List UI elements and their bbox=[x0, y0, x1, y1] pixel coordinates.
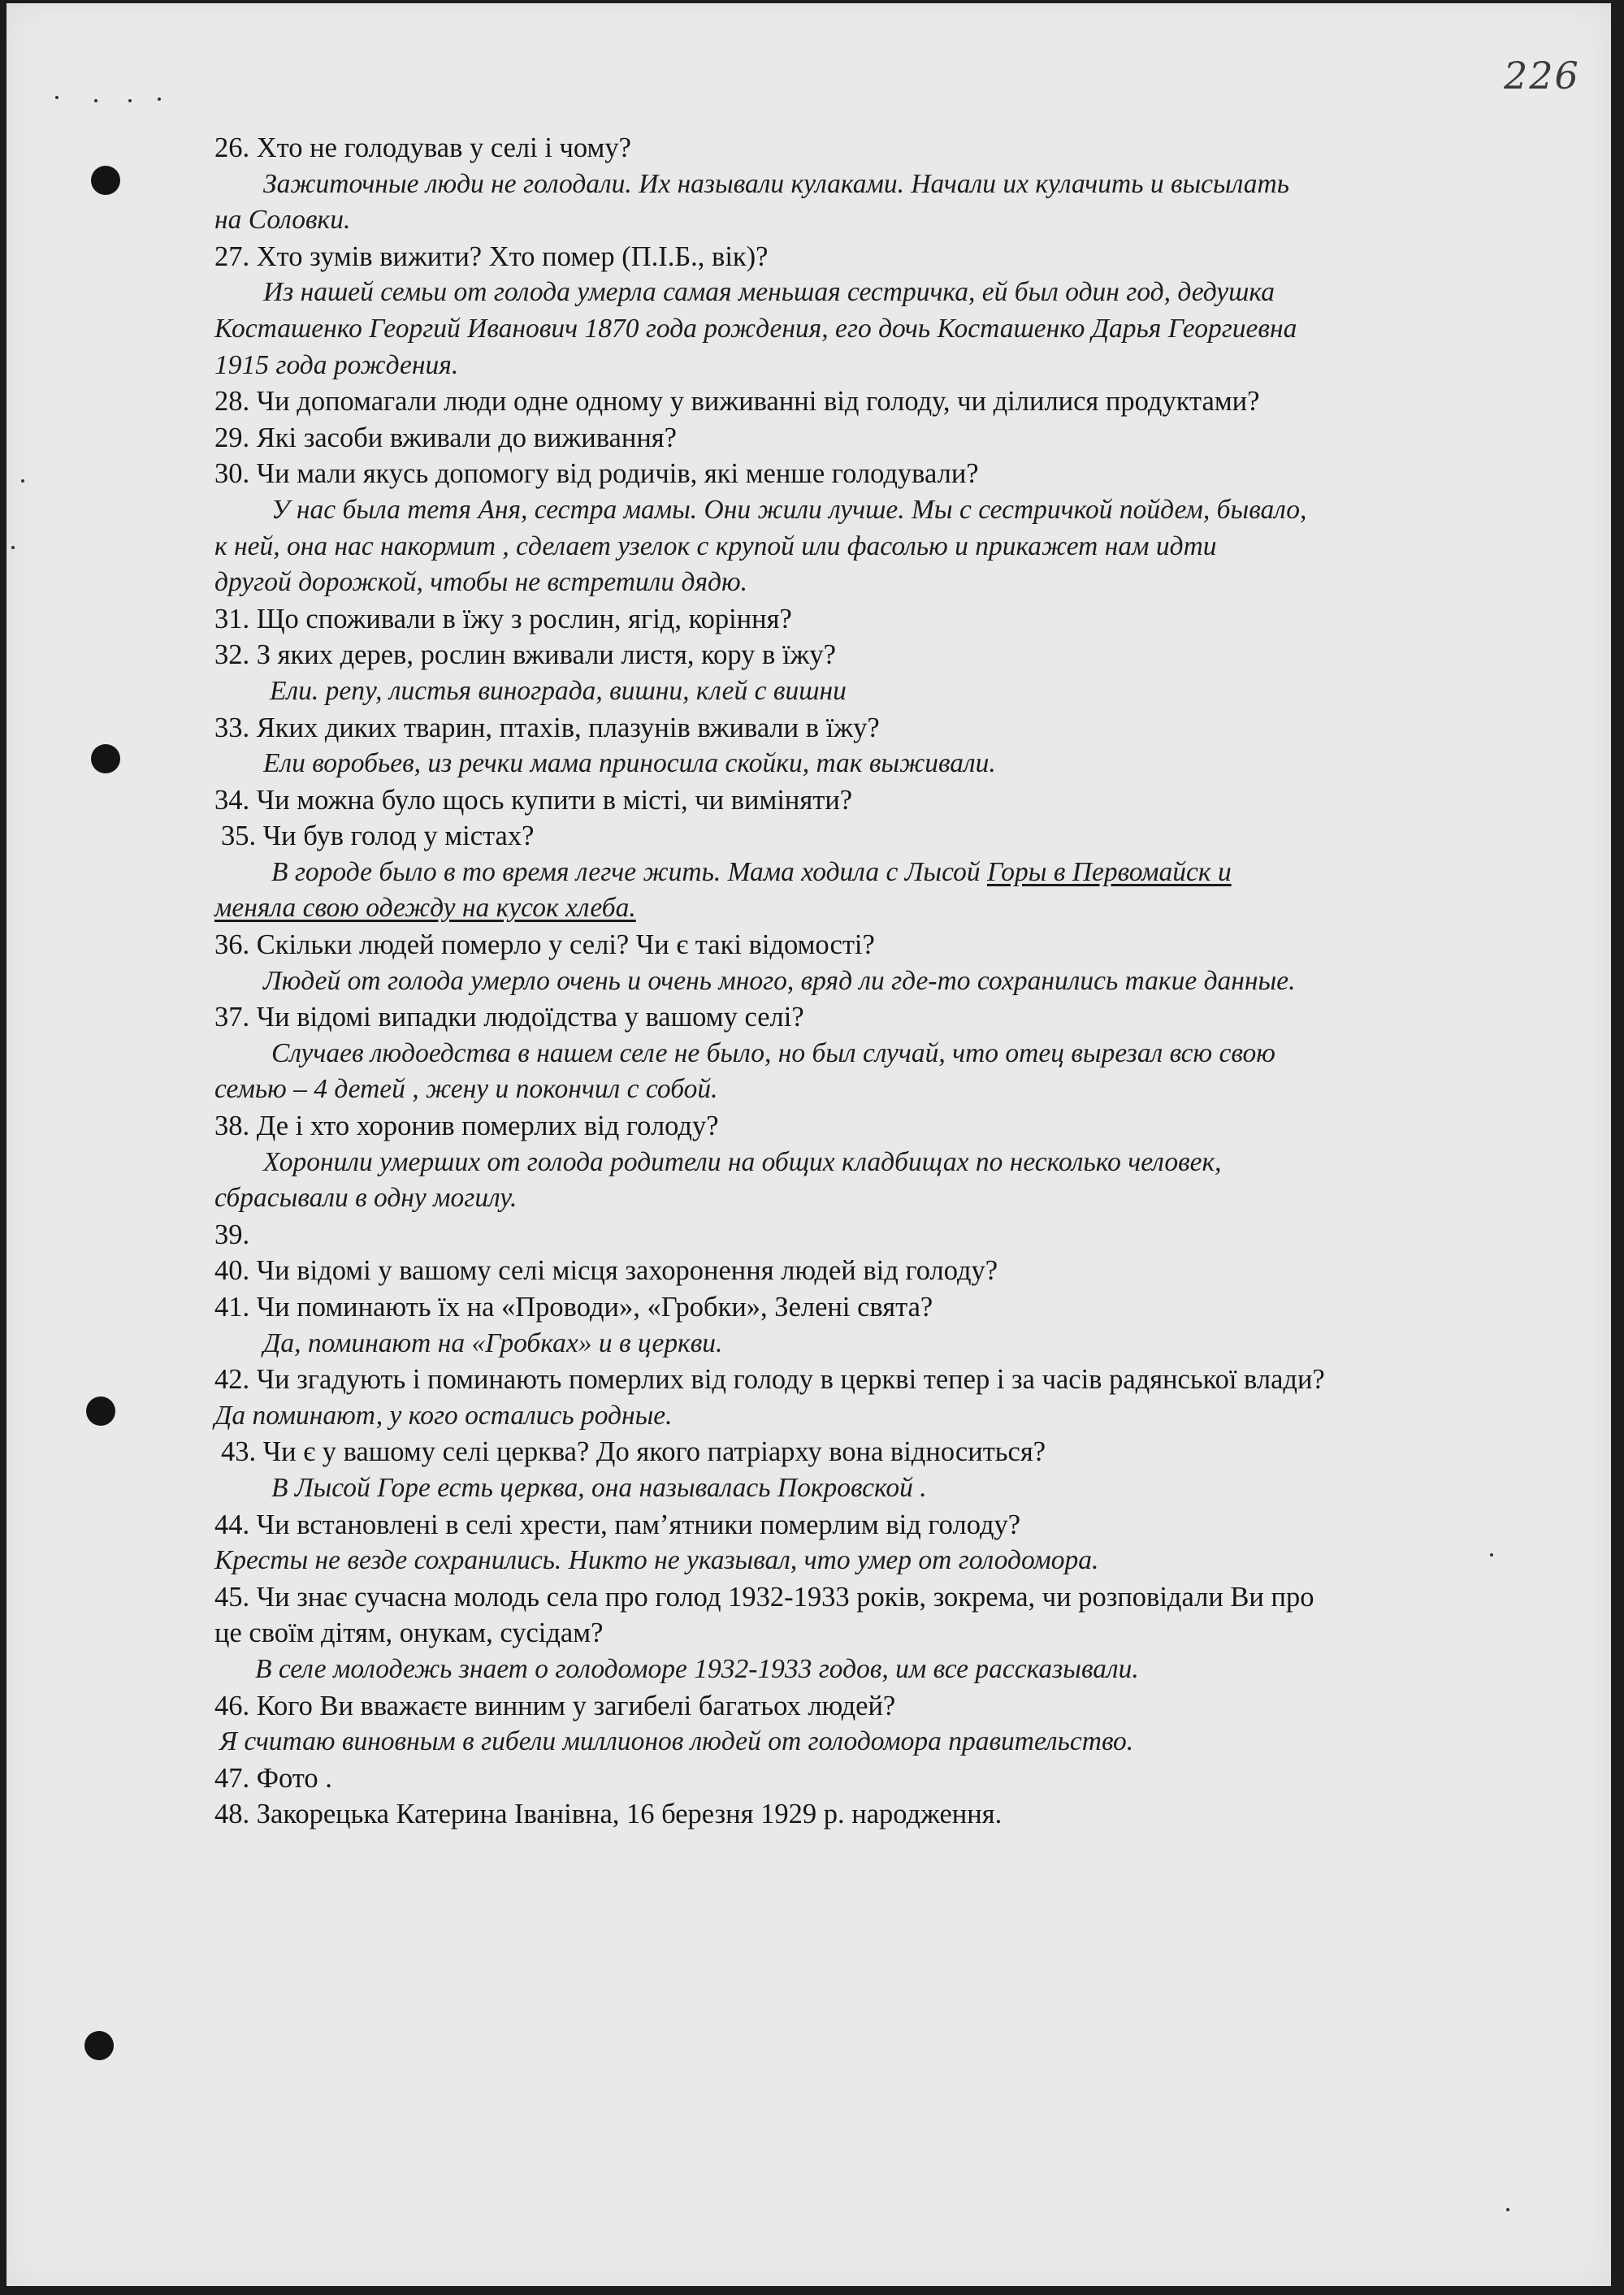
question-line bbox=[214, 782, 1522, 819]
question-line bbox=[214, 239, 1522, 275]
answer-line bbox=[214, 1398, 1522, 1435]
speck bbox=[128, 99, 132, 102]
line-text: 1915 года рождения. bbox=[214, 349, 459, 380]
line-text: 46. Кого Ви вважаєте винним у загибелі багатьох людей? bbox=[214, 1690, 896, 1721]
line-text: 31. Що споживали в їжу з рослин, ягід, коріння? bbox=[214, 603, 792, 634]
line-text: 35. Чи був голод у містах? bbox=[221, 821, 535, 852]
question-line bbox=[214, 601, 1522, 638]
answer-line bbox=[214, 167, 1522, 203]
answer-line bbox=[214, 275, 1522, 311]
line-text: 48. Закорецька Катерина Іванівна, 16 березня 1929 р. народження. bbox=[214, 1799, 1003, 1830]
question-line bbox=[214, 1217, 1522, 1254]
speck bbox=[94, 99, 97, 102]
line-text: 32. З яких дерев, рослин вживали листя, кору в їжу? bbox=[214, 639, 836, 671]
questionnaire-text bbox=[214, 130, 1522, 1833]
punch-hole bbox=[91, 744, 120, 773]
line-text: 37. Чи відомі випадки людоїдства у вашому селі? bbox=[214, 1002, 804, 1033]
answer-line bbox=[214, 890, 1522, 927]
speck bbox=[158, 97, 161, 101]
line-text: В селе молодежь знает о голодоморе 1932-1933 годов, им все рассказывали. bbox=[255, 1653, 1139, 1684]
line-text: 36. Скільки людей померло у селі? Чи є такі відомості? bbox=[214, 929, 875, 961]
answer-line bbox=[214, 963, 1522, 1000]
speck bbox=[21, 479, 24, 483]
answer-line bbox=[214, 311, 1522, 348]
question-line bbox=[214, 383, 1522, 420]
question-line bbox=[214, 1362, 1522, 1398]
speck bbox=[11, 546, 15, 549]
answer-line bbox=[214, 673, 1522, 710]
answer-line bbox=[214, 348, 1522, 384]
question-line bbox=[214, 1253, 1522, 1289]
line-text: Косташенко Георгий Иванович 1870 года рождения, его дочь Косташенко Дарья Георгиевна bbox=[214, 313, 1297, 344]
line-text: Зажиточные люди не голодали. Их называли кулаками. Начали их кулачить и высылать bbox=[263, 168, 1289, 199]
question-line bbox=[214, 1615, 1522, 1652]
question-line bbox=[214, 1507, 1522, 1544]
question-line bbox=[214, 1579, 1522, 1616]
line-text: Людей от голода умерло очень и очень много, вряд ли где-то сохранились такие данные. bbox=[263, 965, 1296, 996]
answer-line bbox=[214, 1724, 1522, 1760]
line-text: 44. Чи встановлені в селі хрести, пам’ятники померлим від голоду? bbox=[214, 1509, 1021, 1540]
line-text: Хоронили умерших от голода родители на общих кладбищах по несколько человек, bbox=[263, 1146, 1222, 1177]
line-text: 45. Чи знає сучасна молодь села про голод 1932-1933 років, зокрема, чи розповідали Ви про bbox=[214, 1581, 1314, 1613]
answer-line bbox=[214, 1652, 1522, 1688]
line-text: 33. Яких диких тварин, птахів, плазунів вживали в їжу? bbox=[214, 712, 880, 743]
line-text: Из нашей семьи от голода умерла самая меньшая сестричка, ей был один год, дедушка bbox=[263, 277, 1275, 308]
line-text: 42. Чи згадують і поминають померлих від голоду в церкві тепер і за часів радянської влади? bbox=[214, 1364, 1325, 1396]
speck bbox=[55, 96, 58, 99]
line-text: Ели воробьев, из речки мама приносила скойки, так выживали. bbox=[263, 748, 996, 779]
line-text: на Соловки. bbox=[214, 205, 351, 236]
line-text: Ели. репу, листья винограда, вишни, клей с вишни bbox=[270, 675, 847, 706]
answer-line bbox=[214, 202, 1522, 239]
punch-hole bbox=[84, 2031, 114, 2060]
answer-line bbox=[214, 529, 1522, 565]
answer-line bbox=[214, 746, 1522, 782]
line-text: 43. Чи є у вашому селі церква? До якого патріарху вона відноситься? bbox=[221, 1436, 1046, 1468]
question-line bbox=[214, 456, 1522, 492]
line-text: 26. Хто не голодував у селі і чому? bbox=[214, 132, 631, 163]
punch-hole bbox=[86, 1396, 115, 1426]
line-text: Да поминают, у кого остались родные. bbox=[214, 1400, 673, 1431]
line-text: к ней, она нас накормит , сделает узелок с крупой или фасолью и прикажет нам идти bbox=[214, 530, 1217, 561]
answer-line bbox=[214, 1543, 1522, 1579]
line-text: це своїм дітям, онукам, сусідам? bbox=[214, 1617, 604, 1649]
line-text: Кресты не везде сохранились. Никто не указывал, что умер от голодомора. bbox=[214, 1545, 1099, 1576]
answer-line bbox=[214, 492, 1522, 529]
question-line bbox=[214, 927, 1522, 963]
question-line bbox=[214, 1760, 1522, 1797]
document-page bbox=[6, 3, 1611, 2286]
answer-line bbox=[214, 1145, 1522, 1181]
question-line bbox=[214, 420, 1522, 457]
line-text: В Лысой Горе есть церква, она называлась Покровской . bbox=[271, 1472, 927, 1503]
question-line bbox=[214, 130, 1522, 167]
line-text: 29. Які засоби вживали до виживання? bbox=[214, 422, 677, 453]
line-text: 47. Фото . bbox=[214, 1762, 332, 1794]
line-text: Да, поминают на «Гробках» и в церкви. bbox=[263, 1327, 723, 1358]
question-line bbox=[214, 637, 1522, 673]
line-text: 28. Чи допомагали люди одне одному у виживанні від голоду, чи ділилися продуктами? bbox=[214, 386, 1260, 418]
line-text: 39. bbox=[214, 1219, 250, 1250]
line-text: другой дорожкой, чтобы не встретили дядю. bbox=[214, 567, 747, 598]
line-text: 34. Чи можна було щось купити в місті, чи виміняти? bbox=[214, 784, 853, 816]
line-text: Случаев людоедства в нашем селе не было, но был случай, что отец вырезал всю свою bbox=[271, 1037, 1275, 1068]
speck bbox=[1506, 2208, 1509, 2211]
question-line bbox=[214, 710, 1522, 747]
answer-line bbox=[214, 1180, 1522, 1217]
line-text: 40. Чи відомі у вашому селі місця захоронення людей від голоду? bbox=[214, 1255, 998, 1287]
question-line bbox=[214, 1289, 1522, 1326]
answer-line bbox=[214, 1072, 1522, 1108]
line-text: В городе было в то время легче жить. Мама ходила с Лысой bbox=[271, 856, 987, 887]
answer-line bbox=[214, 1470, 1522, 1507]
punch-hole bbox=[91, 166, 120, 195]
underlined-text: Горы в Первомайск и bbox=[986, 856, 1232, 887]
line-text: Я считаю виновным в гибели миллионов людей от голодомора правительство. bbox=[219, 1726, 1134, 1757]
question-line bbox=[214, 1688, 1522, 1725]
page-number: 226 bbox=[1504, 54, 1580, 97]
underlined-text: меняла свою одежду на кусок хлеба. bbox=[214, 893, 636, 924]
question-line bbox=[214, 1108, 1522, 1145]
answer-line bbox=[214, 565, 1522, 601]
question-line bbox=[214, 999, 1522, 1036]
line-text: 38. Де і хто хоронив померлих від голоду? bbox=[214, 1111, 719, 1142]
question-line bbox=[214, 1434, 1522, 1470]
question-line bbox=[214, 1796, 1522, 1833]
line-text: 41. Чи поминають їх на «Проводи», «Гробки», Зелені свята? bbox=[214, 1292, 933, 1323]
answer-line bbox=[214, 1326, 1522, 1362]
answer-line bbox=[214, 855, 1522, 891]
question-line bbox=[214, 818, 1522, 855]
line-text: семью – 4 детей , жену и покончил с собой. bbox=[214, 1074, 718, 1105]
line-text: У нас была тетя Аня, сестра мамы. Они жили лучше. Мы с сестричкой пойдем, бывало, bbox=[271, 494, 1307, 525]
answer-line bbox=[214, 1036, 1522, 1072]
line-text: 27. Хто зумів вижити? Хто помер (П.І.Б., вік)? bbox=[214, 240, 769, 272]
line-text: 30. Чи мали якусь допомогу від родичів, які менше голодували? bbox=[214, 458, 979, 490]
line-text: сбрасывали в одну могилу. bbox=[214, 1183, 518, 1214]
